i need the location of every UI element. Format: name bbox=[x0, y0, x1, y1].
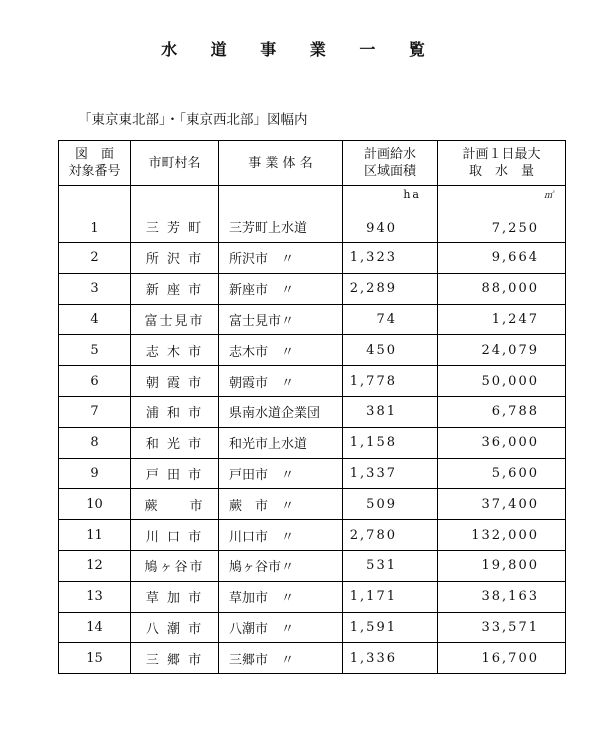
header-service-area-line2: 区域面積 bbox=[363, 164, 416, 179]
cell-max-intake bbox=[438, 550, 566, 581]
table-row bbox=[59, 458, 566, 489]
cell-map-number bbox=[59, 335, 131, 366]
cell-service-area-value: 940 bbox=[366, 221, 397, 236]
cell-entity bbox=[219, 304, 343, 335]
cell-map-number bbox=[59, 427, 131, 458]
unit-cubic-meter-label: ㎥ bbox=[543, 191, 555, 201]
header-max-intake-line2: 取 水 量 bbox=[468, 164, 534, 179]
cell-service-area bbox=[343, 427, 438, 458]
table-caption: 「東京東北部」・「東京西北部」図幅内 bbox=[78, 112, 308, 128]
cell-entity-value: 和光市上水道 bbox=[229, 437, 308, 453]
cell-entity-value: 志木市 〃 bbox=[229, 344, 295, 360]
cell-municipality bbox=[131, 458, 219, 489]
cell-max-intake bbox=[438, 396, 566, 427]
cell-max-intake bbox=[438, 458, 566, 489]
cell-max-intake-value: 16,700 bbox=[481, 650, 539, 666]
cell-max-intake-value: 37,400 bbox=[481, 496, 539, 512]
cell-service-area bbox=[343, 186, 438, 243]
cell-max-intake bbox=[438, 366, 566, 397]
table-row bbox=[59, 427, 566, 458]
cell-map-number-value: 13 bbox=[86, 589, 103, 605]
cell-max-intake-value: 9,664 bbox=[491, 250, 539, 266]
cell-max-intake-value: 1,247 bbox=[491, 311, 539, 327]
cell-service-area-value: 1,337 bbox=[349, 465, 397, 481]
table-row bbox=[59, 335, 566, 366]
cell-municipality bbox=[131, 612, 219, 643]
cell-service-area bbox=[343, 273, 438, 304]
cell-municipality-value: 三 芳 町 bbox=[145, 221, 204, 236]
header-map-number-line2: 対象番号 bbox=[68, 164, 121, 179]
cell-map-number-value: 14 bbox=[86, 619, 103, 635]
cell-service-area bbox=[343, 612, 438, 643]
cell-map-number bbox=[59, 304, 131, 335]
table-row bbox=[59, 489, 566, 520]
cell-entity bbox=[219, 273, 343, 304]
cell-municipality-value: 川 口 市 bbox=[145, 529, 204, 545]
cell-map-number bbox=[59, 489, 131, 520]
cell-entity bbox=[219, 458, 343, 489]
cell-municipality bbox=[131, 643, 219, 674]
cell-service-area bbox=[343, 458, 438, 489]
header-map-number-line1: 図 面 bbox=[74, 147, 114, 162]
table-header-row bbox=[59, 141, 566, 186]
cell-municipality-value: 新 座 市 bbox=[145, 283, 204, 299]
cell-max-intake bbox=[438, 243, 566, 274]
cell-municipality-value: 蕨 市 bbox=[144, 498, 205, 514]
cell-municipality bbox=[131, 550, 219, 581]
cell-max-intake bbox=[438, 273, 566, 304]
cell-max-intake-value: 24,079 bbox=[481, 342, 539, 358]
cell-map-number-value: 4 bbox=[90, 311, 99, 327]
cell-entity bbox=[219, 186, 343, 243]
water-supply-table bbox=[58, 140, 566, 674]
cell-entity bbox=[219, 427, 343, 458]
cell-max-intake bbox=[438, 581, 566, 612]
cell-entity bbox=[219, 643, 343, 674]
cell-max-intake-value: 5,600 bbox=[491, 465, 539, 481]
cell-map-number bbox=[59, 612, 131, 643]
cell-service-area-value: 509 bbox=[366, 496, 397, 512]
cell-entity-value: 戸田市 〃 bbox=[229, 467, 295, 483]
cell-service-area bbox=[343, 335, 438, 366]
cell-max-intake-value: 36,000 bbox=[481, 435, 539, 451]
cell-map-number-value: 8 bbox=[90, 435, 99, 451]
cell-municipality bbox=[131, 273, 219, 304]
table-row bbox=[59, 643, 566, 674]
cell-service-area-value: 1,323 bbox=[349, 250, 397, 266]
cell-service-area bbox=[343, 243, 438, 274]
cell-max-intake bbox=[438, 335, 566, 366]
table-row bbox=[59, 186, 566, 243]
cell-map-number-value: 11 bbox=[86, 527, 103, 543]
cell-service-area-value: 1,778 bbox=[349, 373, 397, 389]
cell-entity-value: 草加市 〃 bbox=[229, 591, 295, 607]
cell-entity-value: 所沢市 〃 bbox=[229, 252, 295, 268]
header-municipality: 市町村名 bbox=[131, 141, 219, 186]
cell-service-area bbox=[343, 366, 438, 397]
cell-municipality-value: 富士見市 bbox=[144, 313, 205, 329]
cell-max-intake-value: 88,000 bbox=[481, 281, 539, 297]
cell-map-number bbox=[59, 366, 131, 397]
cell-max-intake bbox=[438, 520, 566, 551]
cell-entity-value: 三芳町上水道 bbox=[229, 221, 308, 236]
cell-map-number bbox=[59, 643, 131, 674]
cell-max-intake bbox=[438, 612, 566, 643]
cell-entity bbox=[219, 550, 343, 581]
table-row bbox=[59, 366, 566, 397]
cell-max-intake-value: 6,788 bbox=[491, 404, 539, 420]
cell-service-area-value: 2,289 bbox=[349, 281, 397, 297]
cell-service-area-value: 1,591 bbox=[349, 619, 397, 635]
cell-entity bbox=[219, 366, 343, 397]
cell-service-area bbox=[343, 304, 438, 335]
header-max-intake bbox=[438, 141, 566, 186]
cell-max-intake bbox=[438, 186, 566, 243]
cell-municipality bbox=[131, 427, 219, 458]
cell-map-number bbox=[59, 273, 131, 304]
cell-entity-value: 八潮市 〃 bbox=[229, 621, 295, 637]
cell-service-area-value: 1,158 bbox=[349, 435, 397, 451]
cell-municipality bbox=[131, 304, 219, 335]
cell-entity bbox=[219, 335, 343, 366]
table-row bbox=[59, 520, 566, 551]
cell-map-number bbox=[59, 458, 131, 489]
cell-max-intake-value: 50,000 bbox=[481, 373, 539, 389]
cell-service-area bbox=[343, 396, 438, 427]
cell-entity bbox=[219, 489, 343, 520]
cell-entity bbox=[219, 612, 343, 643]
cell-service-area bbox=[343, 489, 438, 520]
cell-entity-value: 三郷市 〃 bbox=[229, 652, 295, 668]
cell-entity bbox=[219, 581, 343, 612]
cell-service-area-value: 1,171 bbox=[349, 589, 397, 605]
cell-municipality bbox=[131, 186, 219, 243]
cell-municipality bbox=[131, 489, 219, 520]
cell-entity bbox=[219, 396, 343, 427]
cell-map-number-value: 2 bbox=[90, 250, 99, 266]
table-row bbox=[59, 243, 566, 274]
cell-max-intake-value: 7,250 bbox=[491, 221, 539, 236]
cell-max-intake bbox=[438, 427, 566, 458]
header-max-intake-line1: 計画１日最大 bbox=[462, 147, 541, 162]
cell-map-number bbox=[59, 243, 131, 274]
cell-map-number bbox=[59, 520, 131, 551]
cell-max-intake-value: 132,000 bbox=[471, 527, 539, 543]
cell-entity-value: 新座市 〃 bbox=[229, 283, 295, 299]
cell-map-number-value: 5 bbox=[90, 342, 99, 358]
cell-entity-value: 川口市 〃 bbox=[229, 529, 295, 545]
header-service-area bbox=[343, 141, 438, 186]
cell-map-number-value: 15 bbox=[86, 650, 103, 666]
cell-max-intake-value: 19,800 bbox=[481, 558, 539, 574]
cell-service-area-value: 531 bbox=[366, 558, 397, 574]
cell-entity-value: 蕨 市 〃 bbox=[229, 498, 295, 514]
cell-municipality bbox=[131, 335, 219, 366]
cell-map-number-value: 12 bbox=[86, 558, 103, 574]
cell-entity bbox=[219, 243, 343, 274]
cell-entity-value: 朝霞市 〃 bbox=[229, 375, 295, 391]
cell-max-intake bbox=[438, 643, 566, 674]
cell-service-area bbox=[343, 643, 438, 674]
cell-municipality-value: 三 郷 市 bbox=[145, 652, 204, 668]
table-row bbox=[59, 550, 566, 581]
cell-municipality-value: 和 光 市 bbox=[145, 437, 204, 453]
table-row bbox=[59, 273, 566, 304]
cell-service-area-value: 74 bbox=[376, 311, 397, 327]
cell-max-intake-value: 33,571 bbox=[481, 619, 539, 635]
cell-municipality bbox=[131, 520, 219, 551]
cell-map-number-value: 1 bbox=[90, 221, 99, 236]
cell-max-intake bbox=[438, 489, 566, 520]
cell-map-number-value: 10 bbox=[86, 496, 103, 512]
header-map-number bbox=[59, 141, 131, 186]
cell-municipality bbox=[131, 581, 219, 612]
table-row bbox=[59, 396, 566, 427]
cell-service-area bbox=[343, 550, 438, 581]
cell-entity bbox=[219, 520, 343, 551]
header-service-area-line1: 計画給水 bbox=[363, 147, 416, 162]
cell-municipality-value: 所 沢 市 bbox=[145, 252, 204, 268]
header-entity: 事 業 体 名 bbox=[219, 141, 343, 186]
cell-service-area-value: 1,336 bbox=[349, 650, 397, 666]
cell-municipality-value: 浦 和 市 bbox=[145, 406, 204, 422]
cell-map-number bbox=[59, 550, 131, 581]
cell-map-number bbox=[59, 581, 131, 612]
cell-municipality bbox=[131, 366, 219, 397]
cell-map-number-value: 6 bbox=[90, 373, 99, 389]
cell-entity-value: 鳩ヶ谷市〃 bbox=[229, 560, 295, 576]
cell-map-number-value: 3 bbox=[90, 281, 99, 297]
cell-municipality-value: 朝 霞 市 bbox=[145, 375, 204, 391]
cell-municipality-value: 草 加 市 bbox=[145, 591, 204, 607]
cell-service-area bbox=[343, 581, 438, 612]
cell-map-number bbox=[59, 396, 131, 427]
table-row bbox=[59, 581, 566, 612]
cell-entity-value: 県南水道企業団 bbox=[229, 406, 321, 422]
cell-max-intake bbox=[438, 304, 566, 335]
table-row bbox=[59, 612, 566, 643]
cell-service-area-value: 450 bbox=[366, 342, 397, 358]
unit-hectare-label: ha bbox=[403, 188, 421, 201]
cell-municipality-value: 戸 田 市 bbox=[145, 467, 204, 483]
cell-service-area bbox=[343, 520, 438, 551]
cell-map-number bbox=[59, 186, 131, 243]
cell-entity-value: 富士見市〃 bbox=[229, 313, 295, 329]
cell-municipality-value: 志 木 市 bbox=[145, 344, 204, 360]
page-title: 水 道 事 業 一 覧 bbox=[161, 40, 439, 59]
cell-service-area-value: 2,780 bbox=[349, 527, 397, 543]
cell-municipality bbox=[131, 243, 219, 274]
cell-service-area-value: 381 bbox=[366, 404, 397, 420]
cell-map-number-value: 7 bbox=[90, 404, 99, 420]
table-row bbox=[59, 304, 566, 335]
cell-map-number-value: 9 bbox=[90, 465, 99, 481]
cell-municipality-value: 鳩ヶ谷市 bbox=[144, 560, 205, 576]
cell-max-intake-value: 38,163 bbox=[481, 589, 539, 605]
cell-municipality-value: 八 潮 市 bbox=[145, 621, 204, 637]
cell-municipality bbox=[131, 396, 219, 427]
